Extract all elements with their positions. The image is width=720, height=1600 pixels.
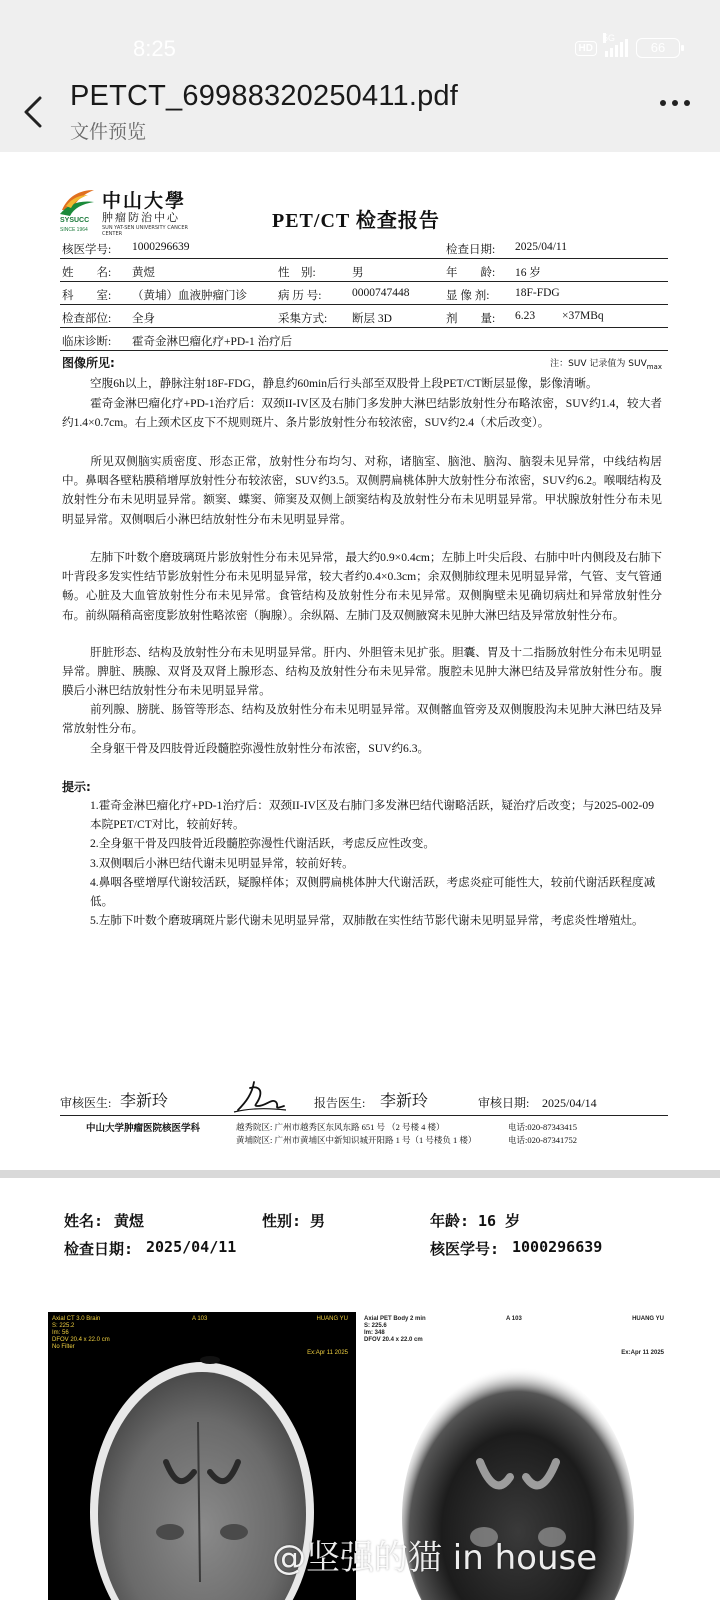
pet-overlay-center: A 103 bbox=[506, 1316, 522, 1322]
tip-item: 3.双侧咽后小淋巴结代谢未见明显异常，较前好转。 bbox=[90, 856, 354, 870]
field-label: 检查部位: bbox=[62, 313, 112, 325]
findings-paragraph bbox=[62, 452, 662, 529]
signature-row bbox=[60, 1090, 668, 1116]
department: （黄埔）血液肿瘤门诊 bbox=[132, 290, 247, 302]
pet-overlay-info bbox=[364, 1316, 426, 1344]
footer-department: 中山大学肿瘤医院核医学科 bbox=[86, 1124, 201, 1134]
app-header bbox=[0, 0, 720, 152]
findings-paragraph bbox=[62, 548, 662, 625]
finding-text: 空腹6h以上，静脉注射18F-FDG，静息约60min后行头部至双股骨上段PET/CT断层显像，影像清晰。 bbox=[90, 377, 598, 390]
overlay-line: S: 225.2 bbox=[52, 1323, 75, 1329]
pet-overlay-patient: HUANG YU bbox=[632, 1316, 664, 1322]
file-preview-label: 文件预览 bbox=[70, 121, 147, 143]
field-label: 审核日期: bbox=[478, 1096, 530, 1110]
ct-overlay-center: A 103 bbox=[192, 1316, 208, 1322]
overlay-line: Axial CT 3.0 Brain bbox=[52, 1316, 101, 1322]
findings-heading: 图像所见: bbox=[62, 356, 115, 370]
field-label: 报告医生: bbox=[314, 1096, 366, 1110]
tip-item: 4.鼻咽各壁增厚代谢较活跃，疑腺样体；双侧腭扁桃体肿大代谢活跃，考虑炎症可能性大，较前代谢活跃程度减低。 bbox=[90, 875, 656, 909]
info-row bbox=[60, 282, 668, 305]
back-arrow-icon[interactable] bbox=[18, 92, 50, 132]
overlay-line: S: 225.6 bbox=[364, 1323, 387, 1329]
field-label: 病 历 号: bbox=[278, 290, 322, 302]
field-label: 采集方式: bbox=[278, 313, 328, 325]
footer-address-1: 越秀院区: 广州市越秀区东风东路 651 号 （2 号楼 4 楼） bbox=[236, 1122, 445, 1132]
field-label: 科 室: bbox=[62, 290, 112, 302]
finding-text: 全身躯干骨及四肢骨近段髓腔弥漫性放射性分布浓密，SUV约6.3。 bbox=[90, 742, 430, 755]
overlay-line: Im: 56 bbox=[52, 1330, 69, 1336]
logo-english: SUN YAT-SEN UNIVERSITY CANCER CENTER bbox=[102, 225, 188, 237]
nuclear-number: 1000296639 bbox=[512, 1238, 603, 1256]
patient-age: 16 岁 bbox=[515, 267, 541, 279]
ct-overlay-date: Ex:Apr 11 2025 bbox=[307, 1350, 348, 1356]
tips-heading: 提示: bbox=[62, 780, 91, 794]
status-icons bbox=[575, 33, 680, 58]
field-label: 核医学号: bbox=[430, 1240, 500, 1258]
hospital-logo bbox=[58, 186, 188, 238]
clinical-diagnosis: 霍奇金淋巴瘤化疗+PD-1 治疗后 bbox=[132, 336, 293, 348]
patient-name: 黄煜 bbox=[114, 1212, 145, 1230]
suv-note bbox=[550, 356, 662, 371]
handwritten-signature bbox=[232, 1076, 288, 1116]
findings-paragraph bbox=[62, 739, 662, 758]
logo-subname: 肿瘤防治中心 bbox=[102, 211, 180, 224]
field-label: 核医学号: bbox=[62, 244, 112, 256]
overlay-line: Axial PET Body 2 min bbox=[364, 1316, 426, 1322]
overlay-line: Im: 348 bbox=[364, 1330, 385, 1336]
signal-icon bbox=[603, 33, 628, 57]
field-label: 姓 名: bbox=[62, 267, 112, 279]
network-label: 5G bbox=[603, 33, 616, 43]
finding-text: 肝脏形态、结构及放射性分布未见明显异常。肝内、外胆管未见扩张。胆囊、胃及十二指肠放射性分布未见明显异常。脾脏、胰腺、双肾及双肾上腺形态、结构及放射性分布未见异常。腹腔未见肿大淋巴结及异常放射性分布。腹膜后小淋巴结放射性分布未见明显异常。 bbox=[62, 646, 662, 698]
field-label: 性 别: bbox=[278, 267, 316, 279]
battery-icon: 66 bbox=[636, 38, 680, 58]
suv-note-text: 注：SUV 记录值为 SUV bbox=[550, 359, 647, 369]
footer-address-2: 黄埔院区: 广州市黄埔区中新知识城开阳路 1 号（1 号楼负 1 楼） bbox=[236, 1135, 477, 1145]
logo-abbr: SYSUCC bbox=[60, 217, 90, 224]
patient-age: 16 岁 bbox=[478, 1212, 521, 1230]
suv-note-sub: max bbox=[646, 362, 662, 371]
ct-overlay-patient: HUANG YU bbox=[316, 1316, 348, 1322]
pet-overlay-date: Ex:Apr 11 2025 bbox=[621, 1350, 664, 1356]
exam-date: 2025/04/11 bbox=[515, 241, 567, 253]
findings-paragraph bbox=[62, 374, 662, 393]
patient-sex: 男 bbox=[352, 267, 364, 279]
nuclear-number: 1000296639 bbox=[132, 241, 190, 253]
patient-info-table bbox=[60, 236, 668, 351]
page-separator bbox=[0, 1170, 720, 1178]
info-row bbox=[60, 305, 668, 328]
findings-paragraph bbox=[62, 643, 662, 701]
field-label: 显 像 剂: bbox=[446, 290, 490, 302]
field-label: 年龄: bbox=[430, 1212, 470, 1230]
tips-list bbox=[90, 796, 662, 930]
logo-name: 中山大學 bbox=[102, 190, 187, 212]
finding-text: 霍奇金淋巴瘤化疗+PD-1治疗后：双颈II-IV区及右肺门多发肿大淋巴结影放射性分布略浓密，SUV约1.4，较大者约1.4×0.7cm。右上颈术区皮下不规则斑片、条片影放射性分布较浓密，SUV约2.4（术后改变）。 bbox=[62, 397, 662, 430]
overlay-line: DFOV 20.4 x 22.0 cm bbox=[364, 1337, 423, 1343]
overlay-line: DFOV 20.4 x 22.0 cm bbox=[52, 1337, 110, 1343]
patient-name: 黄煜 bbox=[132, 267, 155, 279]
patient-sex: 男 bbox=[310, 1212, 326, 1230]
hd-icon: HD bbox=[575, 41, 597, 56]
record-number: 0000747448 bbox=[352, 287, 410, 299]
report-title: PET/CT 检查报告 bbox=[272, 210, 440, 232]
dose-unit: ×37MBq bbox=[562, 310, 604, 322]
logo-emblem-icon bbox=[58, 186, 98, 218]
field-label: 年 龄: bbox=[446, 267, 496, 279]
acquisition-mode: 断层 3D bbox=[352, 313, 392, 325]
tip-item: 1.霍奇金淋巴瘤化疗+PD-1治疗后：双颈II-IV区及右肺门多发淋巴结代谢略活跃，疑治疗后改变；与2025-002-09本院PET/CT对比，较前好转。 bbox=[90, 799, 654, 832]
field-label: 性别: bbox=[262, 1212, 302, 1230]
finding-text: 左肺下叶数个磨玻璃斑片影放射性分布未见异常，最大约0.9×0.4cm；左肺上叶尖后段、右肺中叶内侧段及右肺下叶背段多发实性结节影放射性分布未见明显异常，较大者约0.4×0.3cm；余双侧肺纹理未见明显异常，气管、支气管通畅。心脏及大血管放射性分布未见异常。食管结构及放射性分布未见异常。双侧胸壁未见确切病灶和异常放射性分布。前纵隔稍高密度影放射性略浓密（胸腺）。余纵隔、左肺门及双侧腋窝未见肿大淋巴结及异常放射性分布。 bbox=[62, 551, 662, 622]
footer-phone-2: 电话:020-87341752 bbox=[508, 1135, 577, 1145]
status-time: 8:25 bbox=[133, 36, 176, 61]
tip-item: 2.全身躯干骨及四肢骨近段髓腔弥漫性代谢活跃，考虑反应性改变。 bbox=[90, 837, 435, 851]
imaging-agent: 18F-FDG bbox=[515, 287, 560, 299]
reporter-name: 李新玲 bbox=[380, 1091, 429, 1110]
review-date: 2025/04/14 bbox=[542, 1096, 597, 1110]
watermark: @坚强的猫 in house bbox=[272, 1538, 598, 1578]
findings-paragraph bbox=[62, 394, 662, 432]
field-label: 剂 量: bbox=[446, 313, 496, 325]
report-page-1 bbox=[0, 152, 720, 1170]
findings-paragraph bbox=[62, 700, 662, 738]
tip-item: 5.左肺下叶数个磨玻璃斑片影代谢未见明显异常，双肺散在实性结节影代谢未见明显异常，考虑炎性增殖灶。 bbox=[90, 914, 644, 928]
field-label: 检查日期: bbox=[64, 1240, 134, 1258]
reviewer-name: 李新玲 bbox=[120, 1091, 169, 1110]
file-name: PETCT_69988320250411.pdf bbox=[70, 80, 459, 112]
logo-since: SINCE 1964 bbox=[60, 227, 88, 233]
field-label: 姓名: bbox=[64, 1212, 104, 1230]
exam-site: 全身 bbox=[132, 313, 155, 325]
overlay-line: No Filter bbox=[52, 1344, 75, 1350]
finding-text: 前列腺、膀胱、肠管等形态、结构及放射性分布未见明显异常。双侧髂血管旁及双侧腹股沟未见肿大淋巴结及异常放射性分布。 bbox=[62, 703, 662, 736]
field-label: 检查日期: bbox=[446, 244, 496, 256]
info-row bbox=[60, 259, 668, 282]
field-label: 临床诊断: bbox=[62, 336, 112, 348]
finding-text: 所见双侧脑实质密度、形态正常，放射性分布均匀、对称，诸脑室、脑池、脑沟、脑裂未见异常，中线结构居中。鼻咽各壁粘膜稍增厚放射性分布较浓密，SUV约3.5。双侧腭扁桃体肿大放射性分布浓密，SUV约6.2。喉咽结构及放射性分布未见明显异常。额窦、蝶窦、筛窦及双侧上颌窦结构及放射性分布未见明显异常。甲状腺放射性分布未见明显异常。双侧咽后小淋巴结放射性分布未见明显异常。 bbox=[62, 455, 662, 526]
info-row bbox=[60, 328, 668, 351]
exam-date: 2025/04/11 bbox=[146, 1238, 237, 1256]
footer-phone-1: 电话:020-87343415 bbox=[508, 1122, 577, 1132]
field-label: 审核医生: bbox=[60, 1096, 112, 1110]
dose-value: 6.23 bbox=[515, 310, 536, 322]
ct-overlay-info bbox=[52, 1316, 110, 1351]
info-row bbox=[60, 236, 668, 259]
more-options-icon[interactable] bbox=[660, 100, 690, 106]
